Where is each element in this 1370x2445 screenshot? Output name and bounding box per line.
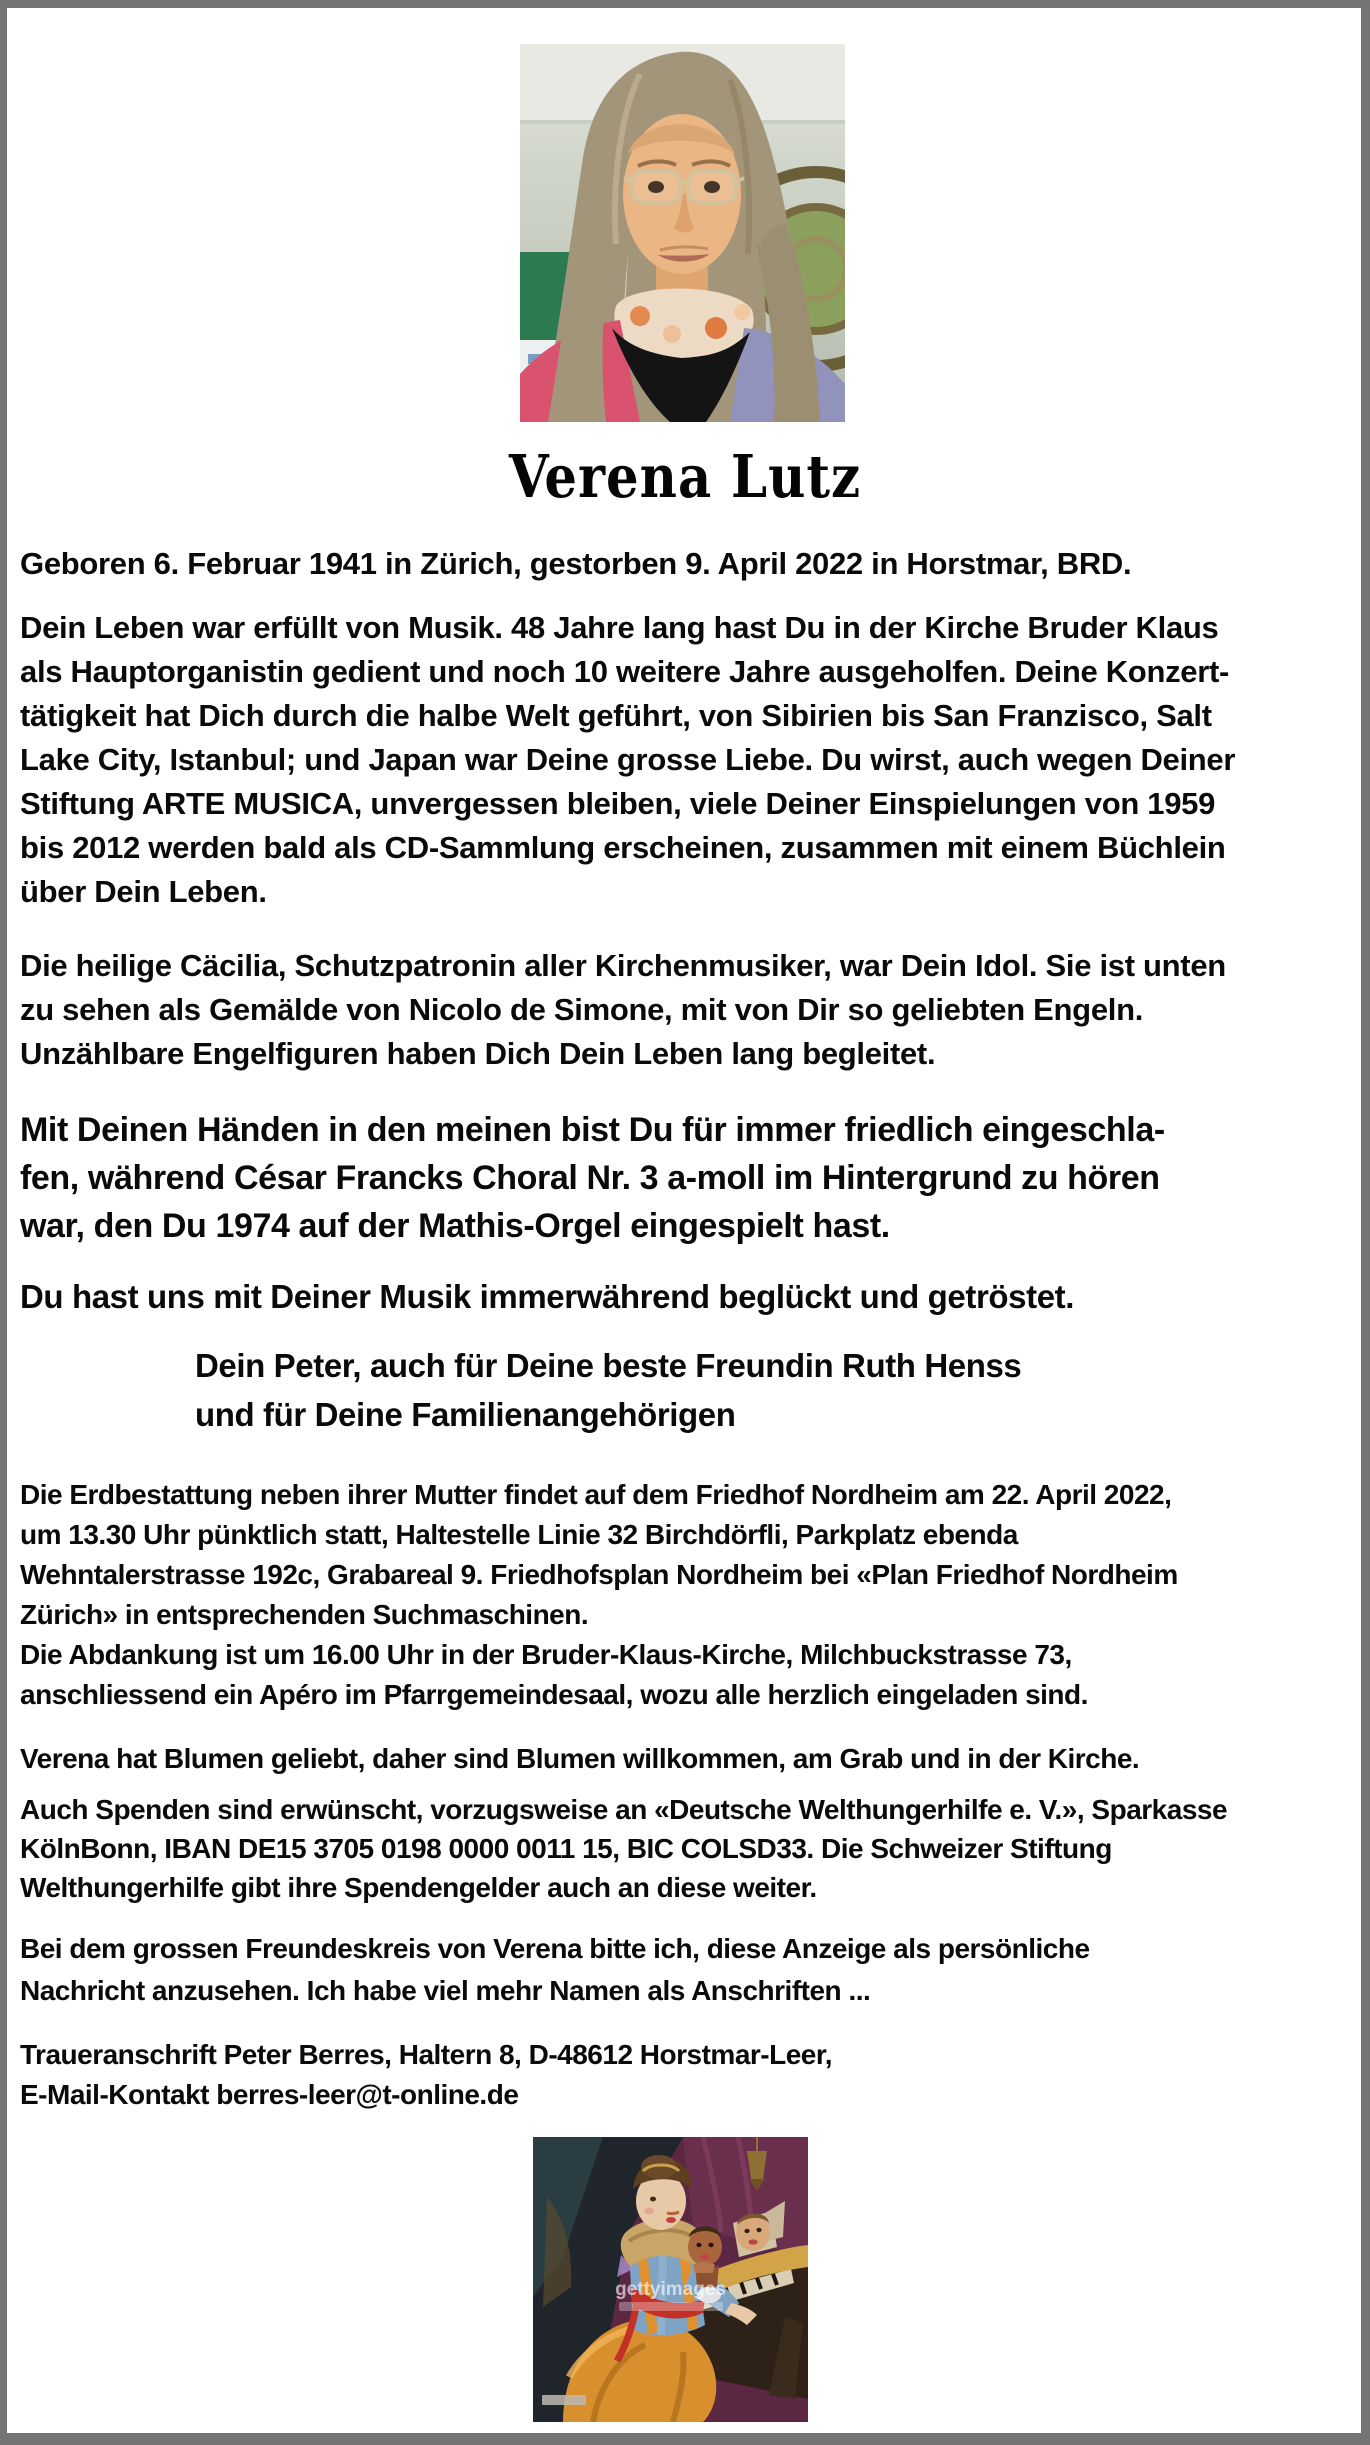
paragraph-caecilia: Die heilige Cäcilia, Schutzpatronin aller Kirchenmusiker, war Dein Idol. Sie ist unten zu sehen als Gemälde von Nicolo de Simone, mit von Dir so geliebten Engeln. Unzählbare Engelfiguren haben Dich Dein Leben lang begleitet. [20, 948, 1226, 1071]
deceased-name: Verena Lutz [508, 441, 862, 512]
page-border-bottom [0, 2433, 1370, 2445]
paragraph-life: Dein Leben war erfüllt von Musik. 48 Jahre lang hast Du in der Kirche Bruder Klaus als Hauptorganistin gedient und noch 10 weitere Jahre ausgeholfen. Deine Konzert- tätigkeit hat Dich durch die halbe Welt geführt, von Sibirien bis San Franzisco, Salt Lake City, Istanbul; und Japan war Deine grosse Liebe. Du wirst, auch wegen Deiner Stiftung ARTE MUSICA, unvergessen bleiben, viele Deiner Einspielungen von 1959 bis 2012 werden bald als CD-Sammlung erscheinen, zusammen mit einem Büchlein über Dein Leben. [20, 610, 1236, 909]
paragraph-trauer-anschrift: Traueranschrift Peter Berres, Haltern 8, D-48612 Horstmar-Leer, E-Mail-Kontakt berres-leer@t-online.de [20, 2039, 832, 2110]
paragraph-erdbestattung: Die Erdbestattung neben ihrer Mutter findet auf dem Friedhof Nordheim am 22. April 2022, um 13.30 Uhr pünktlich statt, Haltestelle Linie 32 Birchdörfli, Parkplatz ebenda Wehntalerstrasse 192c, Grabareal 9. Friedhofsplan Nordheim bei «Plan Friedhof Nordheim Zürich» in entsprechenden Suchmaschinen. Die Abdankung ist um 16.00 Uhr in der Bruder-Klaus-Kirche, Milchbuckstrasse 73, anschliessend ein Apéro im Pfarrgemeindesaal, wozu alle herzlich eingeladen sind. [20, 1479, 1178, 1710]
paragraph-haende: Mit Deinen Händen in den meinen bist Du für immer friedlich eingeschla- fen, während César Francks Choral Nr. 3 a-moll im Hintergrund zu hören war, den Du 1974 auf der Mathis-Orgel eingespielt hast. [20, 1111, 1165, 1245]
signature-block: Dein Peter, auch für Deine beste Freundin Ruth Henss und für Deine Familienangehörigen [195, 1347, 1022, 1433]
paragraph-blumen: Verena hat Blumen geliebt, daher sind Blumen willkommen, am Grab und in der Kirche. [20, 1743, 1140, 1774]
portrait-photo-image [520, 44, 845, 422]
portrait-photo [520, 44, 845, 422]
page-border-left [0, 0, 7, 2445]
cecilia-painting [533, 2137, 808, 2422]
page-border-right [1361, 0, 1370, 2445]
paragraph-musik: Du hast uns mit Deiner Musik immerwährend beglückt und getröstet. [20, 1278, 1075, 1315]
dates-line: Geboren 6. Februar 1941 in Zürich, gestorben 9. April 2022 in Horstmar, BRD. [20, 546, 1132, 581]
paragraph-spenden: Auch Spenden sind erwünscht, vorzugsweise an «Deutsche Welthungerhilfe e. V.», Sparkasse KölnBonn, IBAN DE15 3705 0198 0000 0011 15, BIC COLSD33. Die Schweizer Stiftung Welthungerhilfe gibt ihre Spendengelder auch an diese weiter. [20, 1794, 1228, 1903]
page-border-top [0, 0, 1370, 8]
watermark-subline [619, 2302, 723, 2311]
image-id-tag [542, 2395, 586, 2405]
getty-watermark: gettyimages [615, 2279, 726, 2300]
paragraph-freundeskreis: Bei dem grossen Freundeskreis von Verena bitte ich, diese Anzeige als persönliche Nachricht anzusehen. Ich habe viel mehr Namen als Anschriften ... [20, 1933, 1090, 2006]
